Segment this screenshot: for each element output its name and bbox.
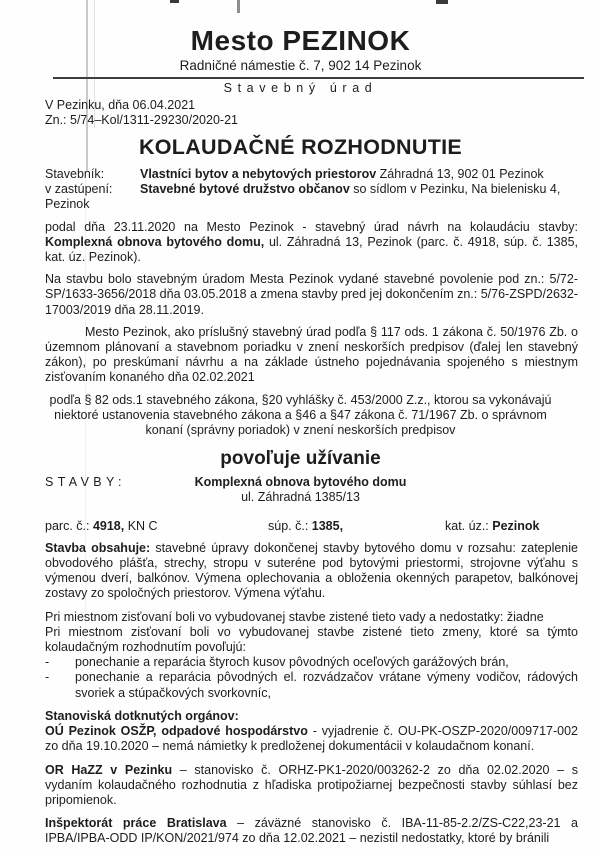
- representative-address-continued: Pezinok: [45, 197, 90, 212]
- approved-changes-list: [45, 655, 578, 701]
- representative-label: v zastúpení:: [45, 182, 113, 197]
- authority-statement-text: - vyjadrenie č. OU-PK-OSZP-2020/009717-002 zo dňa 19.10.2020 – nemá námietky k predloženej dokumentácii v kolaudačnom konaní.: [45, 724, 578, 754]
- authority-statement: [45, 763, 578, 809]
- parties-block: [45, 167, 578, 213]
- builder-label: Stavebník:: [45, 167, 105, 181]
- cadastral-area-value: Pezinok: [492, 518, 540, 533]
- document-title: KOLAUDAČNÉ ROZHODNUTIE: [138, 135, 463, 159]
- decision-statement: povoľuje užívanie: [220, 448, 381, 470]
- structure-name: Komplexná obnova bytového domu: [194, 475, 407, 490]
- structure-label: STAVBY:: [45, 475, 126, 490]
- list-item: [45, 655, 578, 670]
- builder-value: [140, 167, 544, 182]
- scan-artifact-mark: [436, 0, 448, 4]
- paragraph-inspection-findings: [45, 610, 578, 656]
- structure-address: ul. Záhradná 1385/13: [241, 490, 360, 505]
- construction-name: Komplexná obnova bytového domu,: [45, 234, 265, 249]
- parcel-info-row: [45, 519, 578, 534]
- parcel-number: [45, 519, 268, 534]
- authority-statement: [45, 816, 578, 846]
- structure-scope-text: stavebné úpravy dokončenej stavby bytového domu v rozsahu: zateplenie obvodového plášťa, strechy, stropu v suteréne pod bytovými priestormi, strojovne výťahu s výmenou dverí, balkónov. Výmena oplechovania a obloženia okenných parapetov, balkónovej zostavy zo spoločných priestorov. Výmena výťahu.: [45, 540, 578, 601]
- reference-number: Zn.: 5/74–Kol/1311-29230/2020-21: [45, 113, 238, 127]
- header-divider: [53, 77, 584, 79]
- builder-row: [45, 167, 578, 182]
- authority-name: Inšpektorát práce Bratislava: [45, 816, 227, 831]
- cadastral-area: [445, 519, 540, 534]
- scan-artifact-line: [237, 0, 240, 13]
- paragraph-application: [45, 220, 578, 266]
- findings-changes: Pri miestnom zisťovaní boli vo vybudovanej stavbe zistené tieto zmeny, ktoré sa týmto kolaudačným rozhodnutím povoľujú:: [45, 624, 578, 655]
- representative-value: [140, 182, 560, 197]
- bullet-marker: -: [45, 670, 50, 685]
- list-item: [45, 670, 578, 700]
- parcel-number-label: parc. č.:: [45, 518, 93, 533]
- list-item-text: ponechanie a reparácia štyroch kusov pôvodných oceľových garážových brán,: [75, 655, 509, 670]
- application-text: podal dňa 23.11.2020 na Mesto Pezinok - stavebný úrad návrh na kolaudáciu stavby:: [45, 219, 578, 234]
- house-number: [268, 519, 445, 534]
- bullet-marker: -: [45, 655, 50, 670]
- issuer-address: Radničné námestie č. 7, 902 14 Pezinok: [179, 58, 422, 73]
- place-and-date: V Pezinku, dňa 06.04.2021: [45, 98, 196, 112]
- representative-row: [45, 182, 578, 197]
- structure-scope-label: Stavba obsahuje:: [45, 540, 151, 555]
- authority-statement-text: – záväzné stanovisko č. IBA-11-85-2.2/ZS-C22,23-21 a IPBA/IPBA-ODD IP/KON/2021/974 zo dňa 12.02.2021 – nezistil nedostatky, ktoré by bránili: [45, 816, 578, 846]
- authority-name: OR HaZZ v Pezinku: [45, 762, 173, 777]
- findings-defects: Pri miestnom zisťovaní boli vo vybudovanej stavbe zistené tieto vady a nedostatky: žiadne: [45, 609, 544, 624]
- authority-statement-text: – stanovisko č. ORHZ-PK1-2020/003262-2 zo dňa 02.02.2020 – s vydaním kolaudačného rozhodnutia z hľadiska protipožiarnej bezpečnosti stavby súhlasí bez pripomienok.: [45, 762, 579, 807]
- document-issuer: Mesto PEZINOK: [190, 25, 411, 56]
- list-item-text: ponechanie a reparácia pôvodných el. rozvádzačov vrátane výmeny vodičov, rádových svoriek a stúpačkových svorkovníc,: [75, 670, 578, 700]
- parcel-number-value: 4918,: [92, 518, 125, 533]
- application-text-continued: ul. Záhradná 13, Pezinok (parc. č. 4918, súp. č. 1385, kat. úz. Pezinok).: [45, 234, 579, 265]
- house-number-value: 1385,: [311, 518, 344, 533]
- builder-address: Záhradná 13, 902 01 Pezinok: [376, 167, 544, 181]
- document-meta: [45, 98, 578, 128]
- structure-row: [45, 475, 578, 490]
- cadastral-area-label: kat. úz.:: [445, 518, 493, 533]
- authorities-heading: Stanoviská dotknutých orgánov:: [45, 708, 239, 723]
- scan-artifact-mark: [170, 0, 179, 3]
- department-name: Stavebný úrad: [223, 81, 378, 95]
- representative-address: so sídlom v Pezinku, Na bielenisku 4,: [349, 182, 561, 197]
- representative-name: Stavebné bytové družstvo občanov: [140, 182, 350, 197]
- paragraph-legal-basis: podľa § 82 ods.1 stavebného zákona, §20 vyhlášky č. 453/2000 Z.z., ktorou sa vykonávajú niektoré ustanovenia stavebného zákona a §46 a §47 zákona č. 71/1967 Zb. o správnom konaní (správny poriadok) v znení neskorších predpisov: [49, 392, 552, 438]
- builder-name: Vlastníci bytov a nebytových priestorov: [140, 167, 377, 181]
- paragraph-building-permit: Na stavbu bolo stavebným úradom Mesta Pezinok vydané stavebné povolenie pod zn.: 5/72-SP/1633-3656/2018 dňa 03.05.2018 a zmena stavby pred jej dokončením zn.: 5/76-ZSPD/2632-17003/2019 dňa 28.11.2019.: [45, 272, 578, 317]
- house-number-label: súp. č.:: [268, 518, 312, 533]
- paragraph-structure-scope: [45, 541, 578, 602]
- parcel-register: KN C: [124, 518, 158, 533]
- authority-statement: [45, 724, 578, 754]
- paragraph-authority: Mesto Pezinok, ako príslušný stavebný úrad podľa § 117 ods. 1 zákona č. 50/1976 Zb. o územnom plánovaní a stavebnom poriadku v znení neskorších predpisov (ďalej len stavebný zákon), po preskúmaní návrhu a na základe ústneho pojednávania spojeného s miestnym zisťovaním konaného dňa 02.02.2021: [45, 324, 578, 385]
- authority-name: OÚ Pezinok OSŽP, odpadové hospodárstvo: [45, 724, 308, 739]
